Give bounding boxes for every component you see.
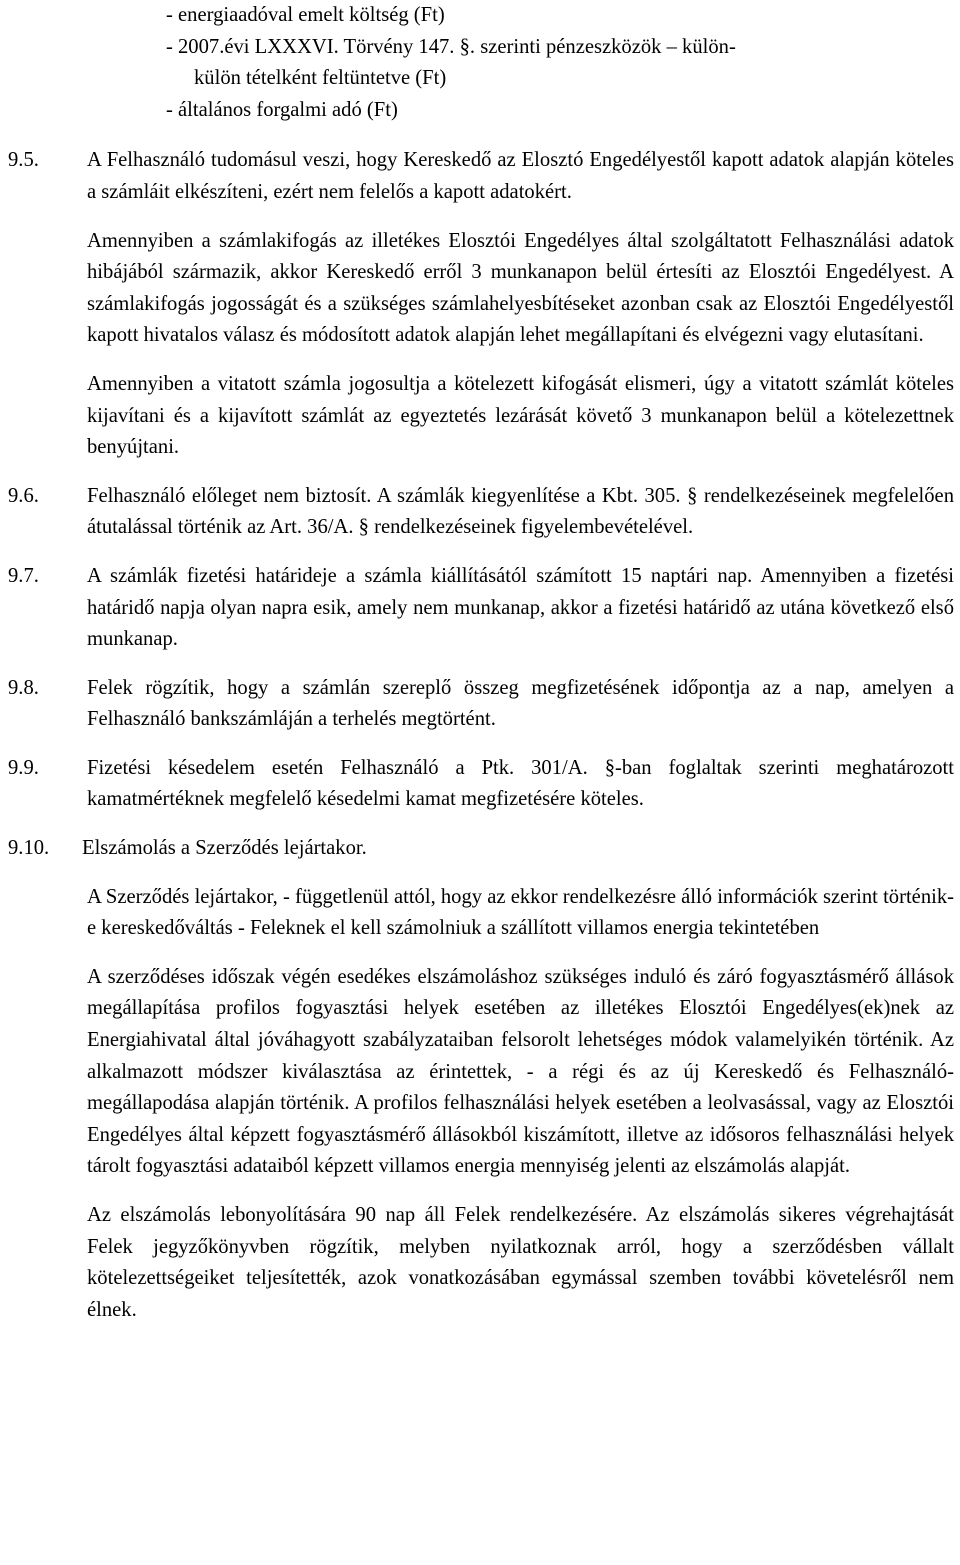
paragraph: A számlák fizetési határideje a számla kiállításától számított 15 naptári nap. Amennyiben a fizetési határidő napja olyan napra esik, amely nem munkanap, akkor a fizetési határidő az utána következő első munkanap. bbox=[87, 564, 954, 651]
list-item: - általános forgalmi adó (Ft) bbox=[166, 98, 398, 121]
section-number: 9.5. bbox=[8, 149, 39, 172]
paragraph: Fizetési késedelem esetén Felhasználó a Ptk. 301/A. §-ban foglaltak szerinti meghatározott kamatmértéknek megfelelő késedelmi kamat megfizetésére köteles. bbox=[87, 756, 954, 811]
paragraph: A Szerződés lejártakor, - függetlenül attól, hogy az ekkor rendelkezésre álló információk szerint történik-e kereskedőváltás - Feleknek el kell számolniuk a szállított villamos energia tekintetében bbox=[87, 885, 954, 940]
cost-item-list bbox=[0, 0, 960, 126]
paragraph: A szerződéses időszak végén esedékes elszámoláshoz szükséges induló és záró fogyasztásmérő állások megállapítása profilos fogyasztási helyek esetében az illetékes Elosztói Engedélyes(ek)nek az Energiahivatal által jóváhagyott szabályzataiban felsorolt lehetséges módok valamelyikén történik. Az alkalmazott módszer kiválasztása az érintettek, - a régi és az új Kereskedő és Felhasználó- megállapodása alapján történik. A profilos felhasználási helyek esetében a leolvasással, vagy az Elosztói Engedélyes által képzett fogyasztásmérő állásokból kiszámított, illetve az idősoros felhasználási helyek tárolt fogyasztási adataiból képzett villamos energia mennyiség jelenti az elszámolás alapját. bbox=[87, 965, 954, 1178]
section-9-6 bbox=[0, 481, 960, 544]
section-9-7 bbox=[0, 561, 960, 656]
section-body bbox=[87, 753, 954, 816]
section-body bbox=[87, 145, 954, 463]
section-body bbox=[87, 882, 954, 1327]
section-number: 9.9. bbox=[8, 756, 39, 779]
list-item: - energiaadóval emelt költség (Ft) bbox=[166, 4, 445, 26]
paragraph: Amennyiben a vitatott számla jogosultja a kötelezett kifogását elismeri, úgy a vitatott számlát köteles kijavítani és a kijavított számlát az egyeztetés lezárását követő 3 munkanapon belül a kötelezettnek benyújtani. bbox=[87, 372, 954, 459]
paragraph: Felhasználó előleget nem biztosít. A számlák kiegyenlítése a Kbt. 305. § rendelkezéseinek megfelelően átutalással történik az Art. 36/A. § rendelkezéseinek figyelembevételével. bbox=[87, 484, 954, 539]
section-number: 9.7. bbox=[8, 564, 39, 587]
section-body bbox=[87, 673, 954, 736]
paragraph: Az elszámolás lebonyolítására 90 nap áll Felek rendelkezésére. Az elszámolás sikeres végrehajtását Felek jegyzőkönyvben rögzítik, melyben nyilatkoznak arról, hogy a szerződésben vállalt kötelezettségeiket teljesítették, azok vonatkozásában egymással szemben további követelésről nem élnek. bbox=[87, 1204, 954, 1321]
paragraph: Felek rögzítik, hogy a számlán szereplő összeg megfizetésének időpontja az a nap, amelyen a Felhasználó bankszámláján a terhelés megtörtént. bbox=[87, 676, 954, 731]
section-number: 9.10. bbox=[8, 837, 50, 860]
section-9-8 bbox=[0, 673, 960, 736]
section-title: Elszámolás a Szerződés lejártakor. bbox=[82, 837, 367, 860]
section-9-5 bbox=[0, 145, 960, 463]
section-number: 9.6. bbox=[8, 484, 39, 507]
section-body bbox=[87, 561, 954, 656]
section-number: 9.8. bbox=[8, 676, 39, 699]
section-9-10 bbox=[0, 833, 960, 1326]
list-item-continuation: külön tételként feltüntetve (Ft) bbox=[194, 67, 447, 90]
paragraph: A Felhasználó tudomásul veszi, hogy Kereskedő az Elosztó Engedélyestől kapott adatok alapján köteles a számláit elkészíteni, ezért nem felelős a kapott adatokért. bbox=[87, 149, 954, 203]
paragraph: Amennyiben a számlakifogás az illetékes Elosztói Engedélyes által szolgáltatott Felhasználási adatok hibájából származik, akkor Kereskedő erről 3 munkanapon belül értesíti az Elosztói Engedélyest. A számlakifogás jogosságát és a szükséges számlahelyesbítéseket azonban csak az Elosztói Engedélyestől kapott hivatalos válasz és módosított adatok alapján lehet megállapítani és elvégezni vagy elutasítani. bbox=[87, 229, 954, 347]
list-item: - 2007.évi LXXXVI. Törvény 147. §. szerinti pénzeszközök – külön- bbox=[166, 35, 736, 58]
section-body bbox=[87, 481, 954, 544]
section-9-9 bbox=[0, 753, 960, 816]
